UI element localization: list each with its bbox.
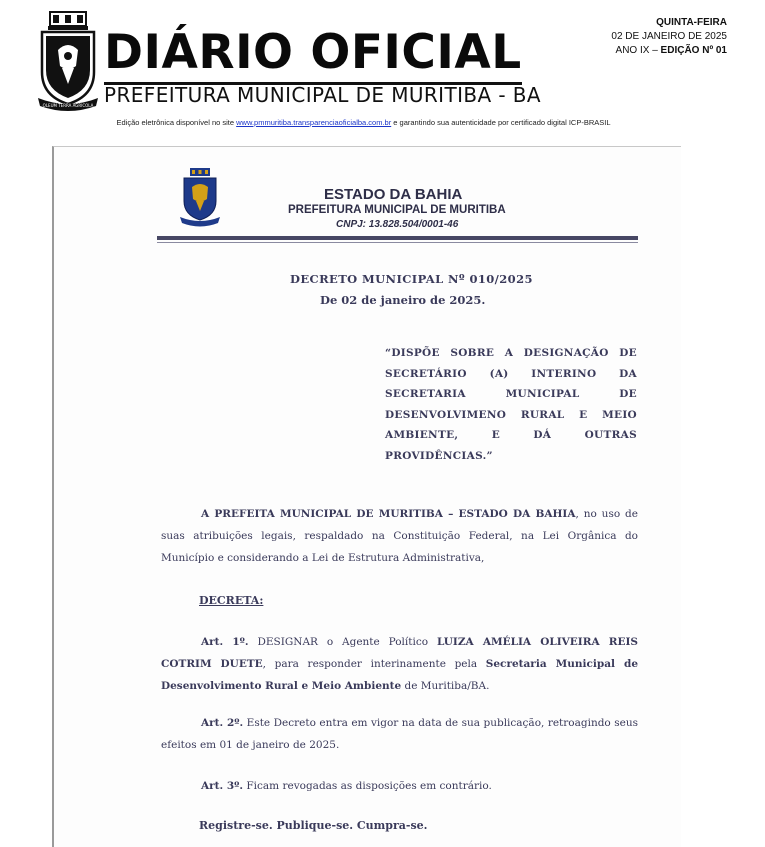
ementa-word: MEIO xyxy=(602,408,637,421)
ementa-line xyxy=(385,425,637,446)
edition-date: 02 DE JANEIRO DE 2025 xyxy=(611,31,727,42)
ementa-word: SECRETARIA xyxy=(385,388,466,400)
ementa-word: DA xyxy=(619,367,637,380)
ementa-word: SECRETÁRIO xyxy=(385,367,467,380)
article-1: Art. 1º. DESIGNAR o Agente Político LUIZA AMÉLIA OLIVEIRA REIS COTRIM DUETE, para responder interinamente pela Secretaria Municipal de Desenvolvimento Rural e Meio Ambiente de Muritiba/BA. xyxy=(161,636,639,692)
ementa-word: INTERINO xyxy=(531,367,597,380)
decree-ementa xyxy=(385,343,637,466)
ementa-word: “DISPÕE xyxy=(385,347,440,359)
ementa-word: MUNICIPAL xyxy=(505,388,580,400)
ementa-line xyxy=(385,364,637,385)
ementa-word: DESENVOLVIMENO xyxy=(385,408,507,421)
ementa-word: PROVIDÊNCIAS.” xyxy=(385,449,493,462)
letterhead-prefeitura: PREFEITURA MUNICIPAL DE MURITIBA xyxy=(288,204,506,216)
decree-date: De 02 de janeiro de 2025. xyxy=(320,293,486,307)
ementa-word: (A) xyxy=(489,367,509,380)
ementa-word: A xyxy=(504,347,514,359)
closing-formula: Registre-se. Publique-se. Cumpra-se. xyxy=(199,819,428,832)
ementa-line xyxy=(385,405,637,426)
decreta-heading: DECRETA: xyxy=(199,594,264,607)
masthead xyxy=(0,0,765,135)
preamble-paragraph: A PREFEITA MUNICIPAL DE MURITIBA – ESTADO DA BAHIA, no uso de suas atribuições legais, respaldado na Constituição Federal, na Lei Orgânica do Município e considerando a Lei de Estrutura Administrativa, xyxy=(161,508,638,564)
letterhead-rule-thin xyxy=(157,242,638,243)
ementa-line xyxy=(385,384,637,405)
letterhead-crest-icon xyxy=(178,167,222,229)
ementa-word: DÁ xyxy=(533,429,552,441)
edition-number: ANO IX – EDIÇÃO Nº 01 xyxy=(615,45,727,56)
crest-motto: OLEUM TERRA AGRICOLA xyxy=(42,103,94,108)
digital-edition-notice: Edição eletrônica disponível no site www.pmmuritiba.transparenciaoficialba.com.br e garantindo sua autenticidade por certificado digital ICP-BRASIL xyxy=(116,118,611,127)
ementa-word: AMBIENTE, xyxy=(385,429,459,441)
publication-subtitle: PREFEITURA MUNICIPAL DE MURITIBA - BA xyxy=(104,83,541,107)
site-link[interactable]: www.pmmuritiba.transparenciaoficialba.com.br xyxy=(236,118,392,127)
ementa-line xyxy=(385,446,637,467)
ementa-word: DESIGNAÇÃO xyxy=(523,347,609,359)
ementa-word: DE xyxy=(619,347,637,359)
ementa-word: SOBRE xyxy=(450,347,495,359)
ementa-word: E xyxy=(491,429,501,441)
ementa-word: DE xyxy=(619,388,637,400)
scanned-document xyxy=(52,146,681,847)
decree-title: DECRETO MUNICIPAL Nº 010/2025 xyxy=(290,272,533,286)
letterhead-cnpj: CNPJ: 13.828.504/0001-46 xyxy=(336,219,459,230)
weekday: QUINTA-FEIRA xyxy=(656,17,727,28)
publication-title: DIÁRIO OFICIAL xyxy=(104,25,522,80)
ementa-word: E xyxy=(579,408,588,421)
article-2: Art. 2º. Este Decreto entra em vigor na data de sua publicação, retroagindo seus efeitos em 01 de janeiro de 2025. xyxy=(161,717,638,751)
letterhead-state: ESTADO DA BAHIA xyxy=(324,186,463,203)
municipal-crest-icon xyxy=(36,10,100,114)
edition-info xyxy=(611,16,727,58)
ementa-word: RURAL xyxy=(520,408,565,421)
letterhead-rule xyxy=(157,236,638,240)
ementa-word: OUTRAS xyxy=(584,429,637,441)
article-3: Art. 3º. Ficam revogadas as disposições em contrário. xyxy=(201,780,492,792)
ementa-line xyxy=(385,343,637,364)
